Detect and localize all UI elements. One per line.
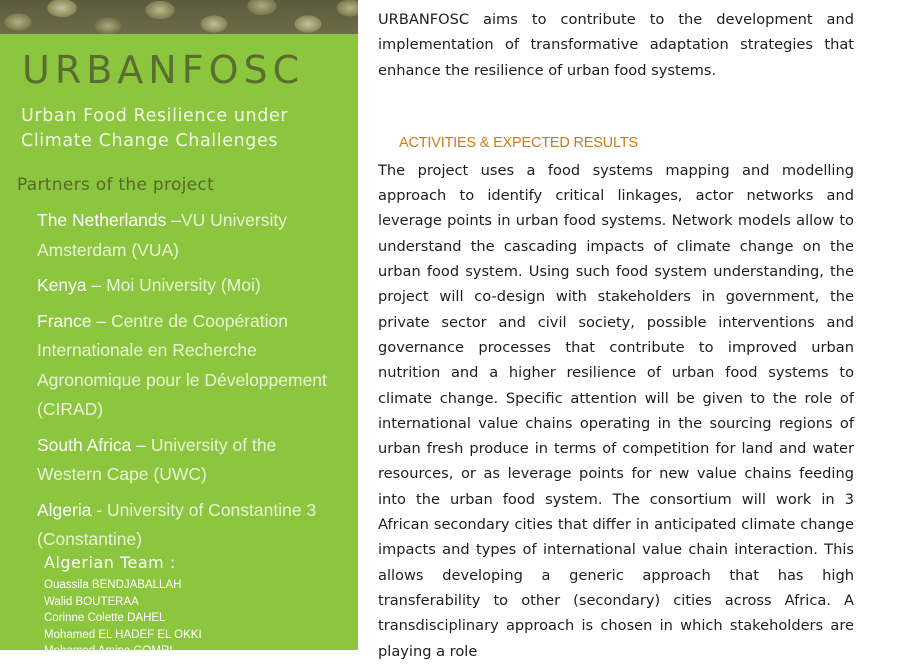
partner-separator: – (86, 275, 107, 295)
partner-separator: - (91, 499, 108, 520)
partners-list (37, 206, 342, 561)
sidebar-panel (0, 0, 358, 657)
intro-paragraph: URBANFOSC aims to contribute to the development and implementation of transformative adaptation strategies that enhance the resilience of urban food systems. (378, 11, 854, 79)
section-heading: ACTIVITIES & EXPECTED RESULTS (399, 134, 638, 151)
partner-algeria (37, 496, 342, 555)
partner-separator: – (166, 210, 181, 230)
team-list (44, 577, 202, 660)
partner-separator: – (91, 310, 111, 331)
partner-kenya (37, 271, 342, 301)
partner-south-africa (37, 431, 342, 490)
partners-heading: Partners of the project (17, 175, 215, 195)
partner-institution: Moi University (Moi) (106, 275, 261, 295)
partner-institution: VU University Amsterdam (VUA) (37, 210, 287, 260)
partner-netherlands (37, 206, 342, 265)
partner-country: South Africa (37, 434, 132, 455)
partner-institution: University of the Western Cape (UWC) (37, 434, 277, 484)
project-title: URBANFOSC (22, 48, 305, 92)
team-member: Corinne Colette DAHEL (44, 612, 166, 624)
header-photo (0, 0, 358, 34)
team-member: Ouassila BENDJABALLAH (44, 579, 182, 591)
project-subtitle: Urban Food Resilience under Climate Change Challenges (21, 106, 289, 151)
team-member: Mohamed Amine GOMRI (44, 645, 173, 657)
partner-country: Kenya (37, 275, 87, 295)
team-member: Walid BOUTERAA (44, 595, 139, 608)
partner-institution: Centre de Coopération Internationale en Recherche Agronomique pour le Développement (CIRAD) (37, 310, 327, 419)
partner-country: The Netherlands (37, 210, 167, 230)
team-heading: Algerian Team : (44, 553, 176, 572)
main-content (378, 7, 854, 664)
partner-separator: – (131, 434, 151, 455)
partner-france (37, 307, 342, 425)
partner-country: France (37, 310, 92, 331)
partner-country: Algeria (37, 499, 92, 520)
body-paragraph: The project uses a food systems mapping and modelling approach to identify critical linkages, actor networks and leverage points in urban food systems. Network models allow to understand the cascading impacts of climate change on the urban food system. Using such food system understanding, the project will co-design with stakeholders in government, the private sector and civil society, possible interventions and governance processes that contribute to improved urban nutrition and a higher resilience of urban food systems to climate change. Specific attention will be given to the role of international value chains operating in the sourcing regions of urban fresh produce in terms of competition for land and water resources, or as leverage points for new value chains feeding into the urban food system. The consortium will work in 3 African secondary cities that differ in anticipated climate change impacts and types of international value chain interaction. This allows developing a generic approach that has high transferability to other (secondary) cities across Africa. A transdisciplinary approach is chosen in which stakeholders are playing a role (378, 161, 854, 660)
team-member: Mohamed EL HADEF EL OKKI (44, 628, 202, 641)
partner-institution: University of Constantine 3 (Constantine) (37, 499, 317, 549)
